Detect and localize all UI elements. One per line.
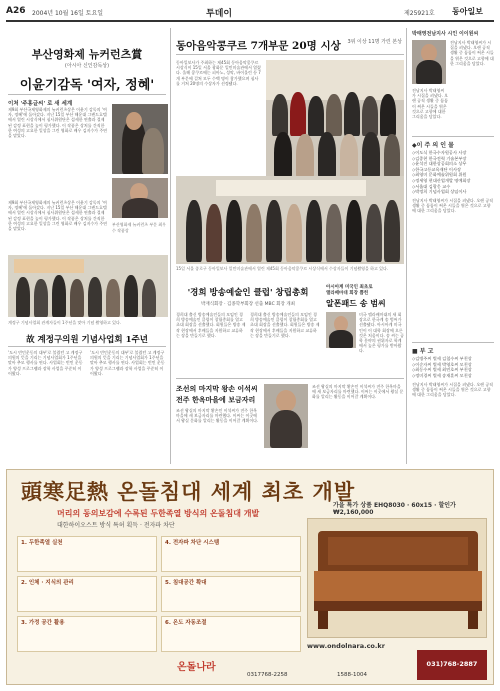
film-award-body-cont: 제9회 부산국제영화제의 뉴커런츠상은 이윤기 감독의 '여자, 정혜'에 돌아갔다. 지난 15일 부산 해운대 그랜드호텔에서 열린 시상식에서 심사위원단은 섬세한 연출과 절제된 감정 표현을 높이 평가했다. 이 작품은 상처를 간직한 한 여성의 고요한 일상을 그린 영화로 배우 김지수가 주연을 맡았다.: [8, 200, 108, 232]
film-photo-caption: 부산영화제 뉴커런츠 부문 최우수 작품상: [112, 222, 167, 233]
profile-title: 박태영전남지사 시인 이이원씨: [412, 31, 479, 37]
profile-body: 전남지사 박태영씨가 시집을 펴냈다. 오랜 공직 생활 중 틈틈이 써온 시들을 엮은 것으로 고향에 대한 그리움을 담았다.: [450, 40, 494, 66]
director-portrait: [112, 178, 168, 218]
ad-phone-1: 0317768-2258: [247, 672, 288, 678]
film-still-photo: [112, 104, 168, 174]
university-president-box: 아시아계 미국인 최초로 앨라배마대 회장 뽑힌 알폰패드 송 범씨 미국 앨라배마대의 새 회장으로 한국계 송 범씨가 선출됐다. 아시아계 미국인이 이 대학 회장에 오른 것은 처음이다. 송 씨는 공학 분야의 권위자로 학계에서 높은 평가를 받아왔다.: [326, 285, 404, 354]
obituary-list: [412, 356, 494, 378]
bed-product-image: [307, 518, 487, 638]
column-divider: [170, 28, 171, 464]
film-award-body: 제9회 부산국제영화제의 뉴커런츠상은 이윤기 감독의 '여자, 정혜'에 돌아갔다. 지난 15일 부산 해운대 그랜드호텔에서 열린 시상식에서 심사위원단은 섬세한 연출과 절제된 감정 표현을 높이 평가했다. 이 작품은 상처를 간직한 한 여성의 고요한 일상을 그린 영화로 배우 김지수가 주연을 맡았다.: [8, 107, 108, 139]
list-item: ◇정세영 현대산업개발 명예회장: [412, 177, 471, 183]
royal-heir-portrait: [264, 384, 308, 448]
memorial-headline: 故 계정구의원 기념사업회 1주년: [26, 335, 148, 345]
ad-price: 가을 특가 상품 EHQ8030 · 60x15 · 할인가 ₩2,160,000: [333, 502, 456, 516]
feature-box-4: 4. 전자파 차단 시스템: [161, 536, 301, 572]
list-item: ◇서울대 김광웅 교수: [412, 183, 451, 189]
broadcast-club-subhead: 박재식회장 · 김종학부회장 선출 MBC 회장 개최: [201, 302, 295, 307]
list-item: ◇박정희 기념사업회 상임이사: [412, 189, 467, 195]
memorial-photo-caption: 계정구 기념사업회 관계자들이 1주년을 맞아 기념 촬영하고 있다.: [8, 320, 122, 325]
memorial-group-photo: [8, 255, 168, 317]
brand-logo: 온돌나라: [177, 662, 216, 673]
issue-number: 제25921호: [404, 10, 435, 17]
issue-date: 2004년 10월 16일 토요일: [32, 10, 104, 17]
newspaper-logo: 동아일보: [452, 6, 483, 16]
memorial-body-cont: '도시 빈민운동의 대부'로 불렸던 고 계정구의원의 뜻을 기리는 기념사업회가 1주년을 맞아 추모 행사를 연다. 사업회는 빈민 운동가 양성 프로그램과 장학 사업을 꾸준히 이어왔다.: [90, 350, 165, 376]
feature-box-2: 2. 인체 · 지식의 관리: [17, 576, 157, 612]
music-contest-headline: 동아음악콩쿠르 7개부문 20명 시상: [176, 40, 341, 52]
masthead: [6, 6, 494, 22]
obituary-body: 전남지사 박태영씨가 시집을 펴냈다. 오랜 공직 생활 중 틈틈이 써온 시들을 엮은 것으로 고향에 대한 그리움을 담았다.: [412, 382, 494, 398]
page-number: A26: [6, 6, 26, 16]
list-item: ◇윤석진 대한상공회의소 상무: [412, 161, 467, 167]
list-item: ◇정미경씨 별세 송재훈씨 모친상: [412, 372, 472, 378]
ad-phone-2: 1588-1004: [337, 672, 367, 678]
list-item: ◇한국고등교육재단 이사장: [412, 166, 462, 172]
ad-subtitle-2: 대한하이오스트 방식 특허 획득 · 전자파 차단: [57, 522, 175, 529]
list-item: ◇이도식 한국수자원공사 사장: [412, 150, 467, 155]
song-portrait: [326, 312, 356, 348]
broadcast-club-body: 경희대 출신 방송예술인들의 모임인 경희 방송예술인 클럽이 창립총회를 열고 초대 회장을 선출했다. 회원들은 방송 제작 현장에서 후배들을 지원하고 교류하는 장을 만들기로 했다.: [176, 312, 246, 338]
royal-heir-subhead: 전주 한옥마을에 보금자리: [176, 395, 256, 404]
film-award-kicker: 부산영화제 뉴커런츠賞 (아시아 신인감독상): [31, 48, 143, 69]
royal-heir-body-cont: 조선 왕실의 마지막 황손인 이석씨가 전주 한옥마을에 새 보금자리를 마련했다. 이씨는 이곳에서 왕실 문화를 알리는 활동을 이어갈 계획이다.: [312, 384, 404, 400]
list-item: ◇이순자씨 별세 박영호씨 모친상: [412, 361, 472, 367]
music-contest-group-photo: [266, 60, 404, 178]
broadcast-club-headline: '경희 방송예술인 클럽' 창립총회: [187, 288, 309, 298]
ondol-bed-advertisement: [6, 469, 494, 685]
feature-box-1: 1. 두한족열 실천: [17, 536, 157, 572]
music-contest-body: 동아일보사가 주최하는 제45회 동아음악콩쿠르 시상식이 15일 서울 광화문 일민미술관에서 열렸다. 올해 콩쿠르에는 피아노, 성악, 바이올린 등 7개 부문에 걸쳐 모두 수백 명이 참가했으며 심사를 거쳐 20명의 수상자가 선정됐다.: [176, 60, 261, 86]
people-section-head: ◆이 주 의 인 물: [412, 142, 454, 149]
feature-box-3: 3. 가정 공간 활용: [17, 616, 157, 652]
profile-portrait: [412, 40, 446, 84]
profile-body-cont: 전남지사 박태영씨가 시집을 펴냈다. 오랜 공직 생활 중 틈틈이 써온 시들을 엮은 것으로 고향에 대한 그리움을 담았다.: [412, 88, 448, 120]
list-item: ◇김종현 한국전력 기술본부장: [412, 155, 467, 161]
memorial-body: '도시 빈민운동의 대부'로 불렸던 고 계정구의원의 뜻을 기리는 기념사업회가 1주년을 맞아 추모 행사를 연다. 사업회는 빈민 운동가 양성 프로그램과 장학 사업을 꾸준히 이어왔다.: [8, 350, 83, 376]
list-item: ◇최동수씨 별세 최민호씨 부친상: [412, 367, 472, 373]
obituary-head: ■ 부 고: [412, 348, 434, 355]
music-contest-ceremony-photo: [176, 176, 404, 264]
royal-heir-headline: 조선의 마지막 왕손 이석씨: [176, 384, 258, 393]
music-contest-photo-caption: 15일 서울 종로구 동아일보사 일민미술관에서 열린 제45회 동아음악콩쿠르 시상식에서 수상자들이 기념촬영을 하고 있다.: [176, 266, 389, 271]
section-title: 투데이: [206, 9, 233, 19]
people-list-body: 전남지사 박태영씨가 시집을 펴냈다. 오랜 공직 생활 중 틈틈이 써온 시들을 엮은 것으로 고향에 대한 그리움을 담았다.: [412, 198, 494, 214]
list-item: ◇김병주씨 별세 김철수씨 부친상: [412, 356, 472, 361]
film-award-headline: 이윤기감독 '여자, 정혜': [19, 78, 155, 93]
people-list: [412, 150, 494, 195]
column-divider: [406, 28, 407, 464]
ad-headline: 頭寒足熱 온돌침대 세계 최초 개발: [21, 479, 356, 504]
royal-heir-body: 조선 왕실의 마지막 황손인 이석씨가 전주 한옥마을에 새 보금자리를 마련했다. 이씨는 이곳에서 왕실 문화를 알리는 활동을 이어갈 계획이다.: [176, 408, 259, 424]
feature-box-5: 5. 침대공간 확대: [161, 576, 301, 612]
showroom-phone-badge: 031)768-2887: [417, 650, 487, 680]
music-contest-kicker: 3위 이상 11명 가린 본상: [347, 39, 402, 45]
film-award-caption-label: 이처 '주홍글씨' 로 새 세계: [8, 101, 73, 107]
ad-website[interactable]: www.ondolnara.co.kr: [307, 642, 385, 650]
feature-box-6: 6. 온도 자동조절: [161, 616, 301, 652]
list-item: ◇최영미 문화예술위원회 위원: [412, 172, 467, 178]
broadcast-club-body-cont: 경희대 출신 방송예술인들의 모임인 경희 방송예술인 클럽이 창립총회를 열고 초대 회장을 선출했다. 회원들은 방송 제작 현장에서 후배들을 지원하고 교류하는 장을 만들기로 했다.: [250, 312, 320, 338]
ad-subtitle: 머리의 동의보감에 수록된 두한족열 방식의 온돌침대 개발: [57, 509, 260, 518]
